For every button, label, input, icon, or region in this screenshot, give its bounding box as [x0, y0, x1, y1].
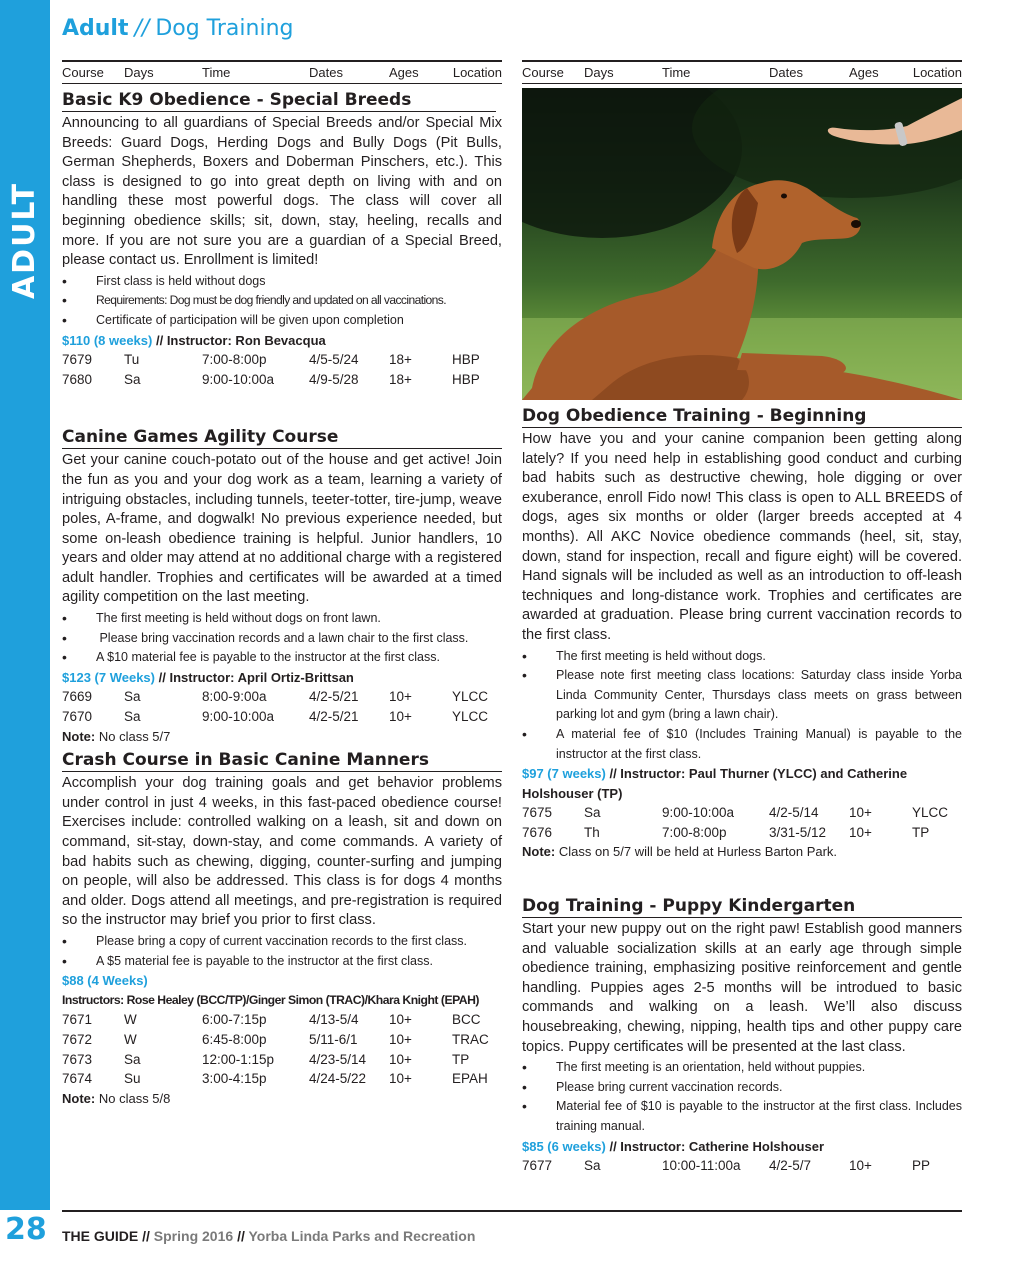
- note-text: Class on 5/7 will be held at Hurless Barton Park.: [558, 844, 838, 860]
- cell-ages: 10+: [389, 709, 412, 725]
- side-section-label: ADULT: [7, 181, 43, 299]
- cell-dates: 4/2-5/21: [309, 689, 359, 705]
- course-description: Accomplish your dog training goals and get behavior problems under control in just 4 weeks, in this fast-paced obedience course! Exercises include: controlled walking on a leash, sit and down on command, sit-stay, down-stay, and come commands. A variety of bad habits such as chewing, digging, counter-surfing and jumping on people, will also be addressed. This class is for dogs 4 months and older. Dogs attend all meetings, and pre-registration is required so the instructor may brief you prior to first class.: [62, 775, 502, 929]
- cell-dates: 5/11-6/1: [309, 1031, 358, 1047]
- bullet-item: • Please note first meeting class locations: Saturday class inside Yorba Linda Community Center, Thursdays class meets on grass between parking lot and gym (bring a lawn chair).: [522, 666, 962, 725]
- cell-dates: 4/2-5/21: [309, 709, 359, 725]
- cell-course: 7680: [62, 371, 93, 387]
- column-header-row: [522, 60, 962, 84]
- cell-dates: 4/5-5/24: [309, 352, 359, 368]
- cell-time: 6:45-8:00p: [202, 1031, 267, 1047]
- cell-time: 10:00-11:00a: [662, 1158, 741, 1174]
- cell-course: 7670: [62, 709, 93, 725]
- course-note: [62, 1089, 502, 1109]
- course-bullets: [62, 609, 502, 668]
- cell-days: Th: [584, 824, 600, 840]
- course-canine-games: [62, 427, 502, 746]
- col-course-header: Course: [522, 65, 564, 80]
- cell-ages: 10+: [389, 1012, 412, 1028]
- course-crash-course: [62, 750, 502, 1108]
- bullet-item: • The first meeting is held without dogs on front lawn.: [62, 609, 502, 629]
- cell-ages: 18+: [389, 371, 412, 387]
- cell-days: Su: [124, 1071, 141, 1087]
- bullet-item: • Requirements: Dog must be dog friendly and updated on all vaccinations.: [62, 291, 502, 311]
- cell-ages: 18+: [389, 352, 412, 368]
- course-description: Announcing to all guardians of Special Breeds and/or Special Mix Breeds: Guard Dogs, Herding Dogs and Bully Dogs (Pit Bulls, German Shepherds, Boxers and Doberman Pinschers, etc.). This class is designed to go into great depth on living with and on handling these most powerful dogs. The class will cover all beginning obedience skills; sit, down, stay, heeling, recalls and more. If you are not sure you are a guardian of a Special Breed, please contact us. Enrollment is limited!: [62, 115, 502, 269]
- cell-time: 12:00-1:15p: [202, 1051, 275, 1067]
- bullet-item: • A $5 material fee is payable to the instructor at the first class.: [62, 952, 502, 972]
- dog-illustration: [522, 88, 962, 400]
- page-number: 28: [5, 1212, 47, 1247]
- course-bullets: [522, 1058, 962, 1136]
- bullet-item: • Please bring vaccination records and a lawn chair to the first class.: [62, 629, 502, 649]
- course-obedience-beginning: [522, 406, 962, 862]
- bullet-item: • First class is held without dogs: [62, 272, 502, 292]
- note-label: Note:: [62, 728, 96, 744]
- col-dates-header: Dates: [309, 65, 343, 80]
- page-title-main: Adult: [62, 16, 129, 41]
- table-row: [62, 350, 502, 370]
- table-row: [62, 1030, 502, 1050]
- course-puppy-kindergarten: [522, 896, 962, 1176]
- column-header-row: [62, 60, 502, 84]
- table-row: [62, 1010, 502, 1030]
- left-column: [62, 60, 502, 1108]
- course-price: $110 (8 weeks): [62, 332, 153, 348]
- table-row: [522, 803, 962, 823]
- course-note: [62, 727, 502, 747]
- cell-location: HBP: [452, 371, 480, 387]
- cell-location: EPAH: [452, 1071, 488, 1087]
- table-row: [62, 370, 502, 390]
- table-row: [62, 707, 502, 727]
- footer-text: [62, 1228, 475, 1244]
- cell-location: TRAC: [452, 1031, 489, 1047]
- col-location-header: Location: [452, 65, 502, 80]
- cell-days: Sa: [124, 1051, 141, 1067]
- course-price-line: [522, 764, 962, 803]
- cell-location: HBP: [452, 352, 480, 368]
- course-price-line: [522, 1137, 962, 1157]
- course-title: Basic K9 Obedience - Special Breeds: [62, 90, 496, 112]
- cell-location: TP: [452, 1051, 470, 1067]
- cell-dates: 4/24-5/22: [309, 1071, 367, 1087]
- bullet-item: • A material fee of $10 (Includes Training Manual) is payable to the instructor at the first class.: [522, 725, 962, 764]
- cell-time: 3:00-4:15p: [202, 1071, 267, 1087]
- col-location-header: Location: [912, 65, 962, 80]
- course-bullets: [62, 932, 502, 971]
- note-label: Note:: [522, 844, 556, 860]
- cell-ages: 10+: [849, 1158, 872, 1174]
- cell-ages: 10+: [389, 1071, 412, 1087]
- cell-days: Sa: [584, 1158, 601, 1174]
- bullet-item: • A $10 material fee is payable to the instructor at the first class.: [62, 648, 502, 668]
- course-instructors: Instructors: Rose Healey (BCC/TP)/Ginger Simon (TRAC)/Khara Knight (EPAH): [62, 992, 479, 1007]
- cell-time: 6:00-7:15p: [202, 1012, 267, 1028]
- col-time-header: Time: [202, 65, 231, 80]
- cell-ages: 10+: [389, 1031, 412, 1047]
- bullet-item: • Certificate of participation will be given upon completion: [62, 311, 502, 331]
- cell-location: YLCC: [452, 689, 489, 705]
- cell-time: 8:00-9:00a: [202, 689, 267, 705]
- cell-days: Sa: [124, 371, 141, 387]
- col-dates-header: Dates: [769, 65, 803, 80]
- cell-dates: 4/23-5/14: [309, 1051, 367, 1067]
- col-time-header: Time: [662, 65, 691, 80]
- course-price-line: [62, 971, 502, 991]
- course-bullets: [62, 272, 502, 331]
- course-basic-k9: [62, 90, 502, 389]
- cell-course: 7679: [62, 352, 93, 368]
- table-row: [62, 1069, 502, 1089]
- dog-training-photo: [522, 88, 962, 400]
- footer-org: Yorba Linda Parks and Recreation: [248, 1228, 476, 1244]
- cell-ages: 10+: [849, 824, 872, 840]
- course-note: [522, 842, 962, 862]
- cell-course: 7669: [62, 689, 93, 705]
- cell-course: 7676: [522, 824, 553, 840]
- cell-dates: 4/9-5/28: [309, 371, 359, 387]
- course-instructor: // Instructor: Catherine Holshouser: [609, 1138, 825, 1154]
- course-description: Get your canine couch-potato out of the house and get active! Join the fun as you and your dog work as a team, learning a variety of intriguing obstacles, including tunnels, teeter-totter, tire-jump, weave poles, A-frame, and dogwalk! No previous experience needed, but some on-leash obedience training is helpful. Junior handlers, 10 years and older may attend at no additional charge with a registered adult handler. Trophies and certificates will be awarded at a timed agility competition on the last meeting.: [62, 452, 502, 606]
- cell-course: 7671: [62, 1012, 93, 1028]
- footer-guide: THE GUIDE //: [62, 1228, 150, 1244]
- course-title: Canine Games Agility Course: [62, 427, 502, 449]
- course-instructor: // Instructor: Ron Bevacqua: [155, 332, 326, 348]
- cell-ages: 10+: [389, 689, 412, 705]
- cell-days: W: [124, 1012, 137, 1028]
- course-price: $85 (6 weeks): [522, 1138, 606, 1154]
- cell-location: TP: [912, 824, 930, 840]
- cell-course: 7672: [62, 1031, 93, 1047]
- col-ages-header: Ages: [849, 65, 879, 80]
- col-days-header: Days: [124, 65, 154, 80]
- cell-days: Tu: [124, 352, 140, 368]
- course-price: $88 (4 Weeks): [62, 973, 148, 989]
- footer-separator: //: [237, 1228, 245, 1244]
- cell-location: YLCC: [452, 709, 489, 725]
- cell-location: PP: [912, 1158, 931, 1174]
- footer-season: Spring 2016: [153, 1228, 234, 1244]
- cell-time: 9:00-10:00a: [662, 805, 735, 821]
- cell-days: W: [124, 1031, 137, 1047]
- course-description: How have you and your canine companion been getting along lately? If you need help in establishing good conduct and curbing bad habits such as destructive chewing, hole digging or over exuberance, enroll Fido now! This class is open to ALL BREEDS of dogs, ages six months or older (larger breeds accepted at 4 months). All AKC Novice obedience commands (heel, sit, stay, down, stand for inspection, recall and figure eight) will be covered. Hand signals will be included as well as an introduction to off-leash techniques and long-distance work. Trophies and certificates are awarded at graduation. Please bring current vaccination records to the first class.: [522, 431, 962, 643]
- course-instructor: // Instructor: April Ortiz-Brittsan: [158, 669, 354, 685]
- cell-ages: 10+: [389, 1051, 412, 1067]
- bullet-item: • Please bring current vaccination records.: [522, 1078, 962, 1098]
- bullet-item: • The first meeting is an orientation, held without puppies.: [522, 1058, 962, 1078]
- cell-course: 7674: [62, 1071, 93, 1087]
- col-course-header: Course: [62, 65, 104, 80]
- cell-days: Sa: [124, 689, 141, 705]
- cell-dates: 4/13-5/4: [309, 1012, 359, 1028]
- course-price: $97 (7 weeks): [522, 766, 606, 782]
- cell-days: Sa: [124, 709, 141, 725]
- right-column: [522, 60, 962, 1176]
- course-price-line: [62, 331, 502, 351]
- cell-dates: 4/2-5/7: [769, 1158, 812, 1174]
- cell-course: 7677: [522, 1158, 553, 1174]
- course-price-line: [62, 668, 502, 688]
- note-label: Note:: [62, 1090, 96, 1106]
- course-title: Dog Obedience Training - Beginning: [522, 406, 962, 428]
- course-title: Dog Training - Puppy Kindergarten: [522, 896, 962, 918]
- page-title-sub: Dog Training: [155, 16, 294, 41]
- cell-time: 7:00-8:00p: [662, 824, 727, 840]
- course-bullets: [522, 647, 962, 765]
- page-title: [62, 16, 294, 41]
- page-title-separator: //: [134, 16, 150, 41]
- note-text: No class 5/8: [98, 1090, 171, 1106]
- course-title: Crash Course in Basic Canine Manners: [62, 750, 502, 772]
- cell-location: BCC: [452, 1012, 481, 1028]
- cell-course: 7675: [522, 805, 553, 821]
- cell-dates: 3/31-5/12: [769, 824, 827, 840]
- table-row: [62, 687, 502, 707]
- col-ages-header: Ages: [389, 65, 419, 80]
- bullet-item: • Please bring a copy of current vaccination records to the first class.: [62, 932, 502, 952]
- bullet-item: • Material fee of $10 is payable to the instructor at the first class. Includes training manual.: [522, 1097, 962, 1136]
- cell-location: YLCC: [912, 805, 949, 821]
- cell-dates: 4/2-5/14: [769, 805, 819, 821]
- table-row: [62, 1050, 502, 1070]
- footer-divider: [62, 1210, 962, 1212]
- bullet-item: • The first meeting is held without dogs.: [522, 647, 962, 667]
- cell-time: 9:00-10:00a: [202, 709, 275, 725]
- table-row: [522, 823, 962, 843]
- cell-time: 7:00-8:00p: [202, 352, 267, 368]
- note-text: No class 5/7: [98, 728, 171, 744]
- cell-ages: 10+: [849, 805, 872, 821]
- cell-course: 7673: [62, 1051, 93, 1067]
- course-description: Start your new puppy out on the right paw! Establish good manners and valuable socialization skills at an early age through simple obedience training, emphasizing positive reinforcement and gentle handling. Puppies ages 2-5 months will be introdued to basic commands and walking on a leash. We’ll also discuss housebreaking, chewing, nipping, health tips and other puppy care topics. Puppy certificates will be presented at the last class.: [522, 921, 962, 1055]
- table-row: [522, 1156, 962, 1176]
- course-instructor: // Instructor: Paul Thurner (YLCC) and Catherine Holshouser (TP): [522, 766, 908, 801]
- cell-days: Sa: [584, 805, 601, 821]
- cell-time: 9:00-10:00a: [202, 371, 275, 387]
- col-days-header: Days: [584, 65, 614, 80]
- course-price: $123 (7 Weeks): [62, 669, 155, 685]
